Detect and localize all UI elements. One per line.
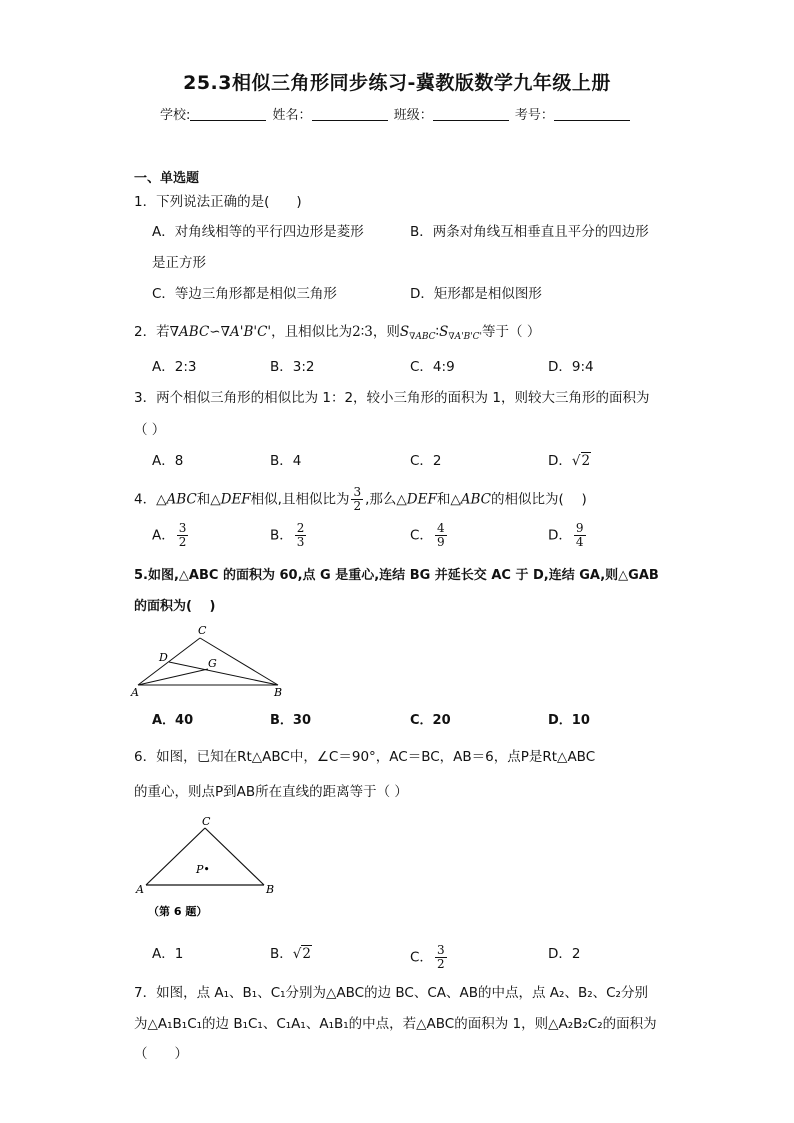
question-2-area-subscript-1: ∇ABC bbox=[409, 332, 436, 342]
school-label: 学校: bbox=[160, 108, 191, 123]
question-3-stem: 3．两个相似三角形的相似比为 1：2，较小三角形的面积为 1，则较大三角形的面积为 bbox=[134, 390, 650, 406]
fraction-numerator: 3 bbox=[436, 943, 445, 957]
question-1-option-c: C．等边三角形都是相似三角形 bbox=[152, 286, 337, 302]
sqrt-symbol: √2 bbox=[292, 946, 311, 962]
option-label: D． bbox=[548, 527, 572, 544]
question-1-option-b-continued: 是正方形 bbox=[152, 255, 206, 271]
fraction-numerator: 3 bbox=[178, 521, 187, 535]
question-5-option-b: B．30 bbox=[270, 713, 311, 728]
question-4-option-d bbox=[548, 522, 588, 549]
question-1-stem: 1．下列说法正确的是( ) bbox=[134, 194, 302, 210]
question-6-stem: 6．如图，已知在Rt△ABC中，∠C＝90°，AC＝BC，AB＝6，点P是Rt△ABC bbox=[134, 749, 596, 765]
question-4-suffix: 的相似比为( ) bbox=[490, 491, 587, 508]
question-6-triangle-figure bbox=[130, 815, 280, 925]
fraction-denominator: 2 bbox=[436, 957, 445, 971]
question-1-option-a: A．对角线相等的平行四边形是菱形 bbox=[152, 224, 364, 240]
question-4-triangle-def-2: △DEF bbox=[396, 491, 437, 508]
fraction-denominator: 2 bbox=[178, 535, 187, 549]
label-a: A bbox=[136, 883, 144, 896]
question-4-then: ,那么 bbox=[365, 491, 397, 508]
page-title: 25.3相似三角形同步练习-冀教版数学九年级上册 bbox=[183, 72, 611, 94]
question-3-stem-continued: （ ） bbox=[134, 422, 166, 438]
question-6-stem-continued: 的重心，则点P到AB所在直线的距离等于（ ） bbox=[134, 784, 408, 800]
question-5-stem: 5.如图,△ABC 的面积为 60,点 G 是重心,连结 BG 并延长交 AC 于 D,连结 GA,则△GAB bbox=[134, 568, 659, 583]
question-2-option-d: D．9:4 bbox=[548, 359, 594, 375]
question-2-option-a: A．2:3 bbox=[152, 359, 197, 375]
label-d: D bbox=[159, 651, 168, 664]
question-2-area-subscript-2: ∇A'B'C' bbox=[448, 332, 483, 342]
class-label: 班级： bbox=[393, 108, 433, 123]
label-b: B bbox=[266, 883, 275, 896]
question-5-stem-continued: 的面积为( ) bbox=[134, 599, 216, 614]
fraction-denominator: 4 bbox=[575, 535, 584, 549]
question-1-option-b: B．两条对角线互相垂直且平分的四边形 bbox=[410, 224, 649, 240]
question-4-triangle-abc-2: △ABC bbox=[450, 491, 491, 508]
question-2-text: ，且相似比为 bbox=[271, 324, 353, 340]
option-label: B． bbox=[270, 946, 293, 962]
question-4-text: 相似,且相似比为 bbox=[250, 491, 350, 508]
option-label: C． bbox=[410, 949, 433, 966]
question-6-option-c bbox=[410, 944, 449, 971]
question-2-similar-triangles: ∇ABC∽∇A'B'C' bbox=[169, 324, 272, 340]
option-fraction bbox=[295, 522, 307, 549]
exam-no-label: 考号： bbox=[514, 108, 554, 123]
question-3-option-a: A．8 bbox=[152, 453, 184, 469]
question-7-stem-continued-2: （ ） bbox=[134, 1046, 188, 1062]
question-2-stem bbox=[134, 322, 540, 347]
question-2-area-symbol-1: S bbox=[399, 324, 410, 340]
segment-bd bbox=[169, 662, 278, 685]
question-2-ratio: 2∶3 bbox=[352, 324, 373, 340]
label-b: B bbox=[274, 686, 283, 699]
option-fraction bbox=[574, 522, 586, 549]
question-2-colon: ∶ bbox=[435, 324, 440, 340]
question-4-stem bbox=[134, 486, 587, 513]
fraction-numerator: 9 bbox=[575, 521, 584, 535]
fraction-numerator: 4 bbox=[436, 521, 445, 535]
question-6-option-a: A．1 bbox=[152, 946, 184, 962]
question-2-suffix: 等于（ ） bbox=[482, 324, 541, 340]
label-c: C bbox=[198, 624, 207, 637]
sqrt-radicand: 2 bbox=[581, 453, 591, 469]
option-fraction bbox=[435, 522, 447, 549]
class-blank[interactable] bbox=[433, 108, 509, 121]
fraction-numerator: 2 bbox=[296, 521, 305, 535]
question-3-option-b: B．4 bbox=[270, 453, 302, 469]
sqrt-radicand: 2 bbox=[302, 946, 311, 962]
question-2-option-c: C．4:9 bbox=[410, 359, 455, 375]
fraction-numerator: 3 bbox=[353, 485, 362, 499]
question-2-then: ，则 bbox=[372, 324, 400, 340]
question-4-option-c bbox=[410, 522, 449, 549]
question-4-ratio-fraction bbox=[351, 486, 363, 513]
question-6-option-b bbox=[270, 944, 312, 964]
question-5-option-a: A．40 bbox=[152, 713, 194, 728]
question-2-prefix: 2．若 bbox=[134, 324, 170, 340]
question-7-stem-continued: 为△A₁B₁C₁的边 B₁C₁、C₁A₁、A₁B₁的中点，若△ABC的面积为 1，则△A₂B₂C₂的面积为 bbox=[134, 1016, 657, 1032]
fraction-denominator: 9 bbox=[436, 535, 445, 549]
question-5-triangle-figure bbox=[128, 622, 298, 700]
segment-cb bbox=[205, 828, 264, 885]
question-7-stem: 7．如图，点 A₁、B₁、C₁分别为△ABC的边 BC、CA、AB的中点，点 A₂、B₂、C₂分别 bbox=[134, 985, 648, 1001]
label-p: P• bbox=[196, 863, 210, 876]
section-heading: 一、单选题 bbox=[134, 171, 200, 186]
question-1-option-d: D．矩形都是相似图形 bbox=[410, 286, 542, 302]
question-2-option-b: B．3:2 bbox=[270, 359, 315, 375]
school-blank[interactable] bbox=[190, 108, 266, 121]
label-c: C bbox=[202, 815, 211, 828]
name-label: 姓名： bbox=[272, 108, 312, 123]
figure-caption: （第 6 题） bbox=[148, 905, 208, 918]
question-3-option-c: C．2 bbox=[410, 453, 442, 469]
question-2-area-symbol-2: S bbox=[439, 324, 449, 340]
question-4-prefix: 4． bbox=[134, 491, 157, 508]
question-4-and-2: 和 bbox=[436, 491, 451, 508]
segment-ac bbox=[146, 828, 205, 885]
name-blank[interactable] bbox=[312, 108, 388, 121]
question-3-option-d-label: D． bbox=[548, 453, 572, 469]
option-fraction bbox=[435, 944, 447, 971]
question-5-option-c: C．20 bbox=[410, 713, 451, 728]
question-4-option-a bbox=[152, 522, 190, 549]
label-g: G bbox=[208, 657, 217, 670]
question-4-and: 和 bbox=[196, 491, 211, 508]
exam-no-blank[interactable] bbox=[554, 108, 630, 121]
fraction-denominator: 3 bbox=[296, 535, 305, 549]
option-label: A． bbox=[152, 527, 175, 544]
option-label: B． bbox=[270, 527, 293, 544]
label-a: A bbox=[131, 686, 139, 699]
question-4-triangle-def: △DEF bbox=[210, 491, 251, 508]
student-info-line bbox=[160, 104, 632, 123]
question-3-option-d bbox=[548, 451, 591, 471]
question-4-option-b bbox=[270, 522, 308, 549]
fraction-denominator: 2 bbox=[353, 499, 362, 513]
option-label: C． bbox=[410, 527, 433, 544]
option-fraction bbox=[177, 522, 189, 549]
question-6-option-d: D．2 bbox=[548, 946, 581, 962]
question-4-triangle-abc: △ABC bbox=[156, 491, 197, 508]
question-5-option-d: D．10 bbox=[548, 713, 590, 728]
sqrt-symbol: √2 bbox=[571, 453, 591, 469]
